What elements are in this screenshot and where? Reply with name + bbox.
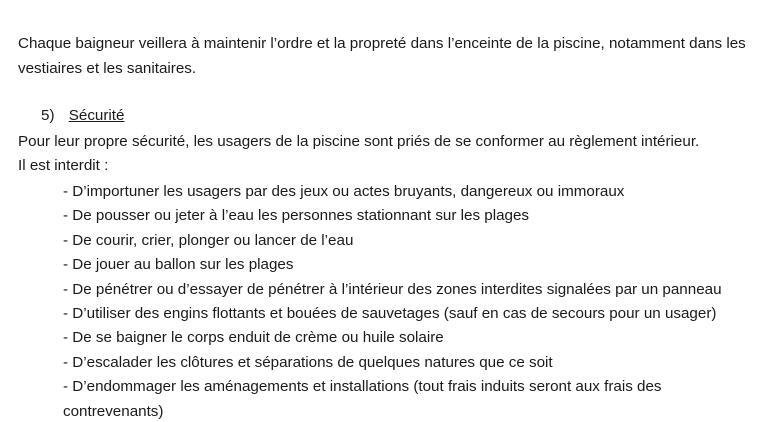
list-item: - D’endommager les aménagements et installations (tout frais induits seront aux frais des contrevenants) bbox=[63, 378, 662, 420]
list-item: - De jouer au ballon sur les plages bbox=[63, 256, 294, 274]
section-intro bbox=[18, 130, 699, 178]
list-item: - D’utiliser des engins flottants et bouées de sauvetages (sauf en cas de secours pour un usager) bbox=[63, 305, 717, 323]
list-item: - D’importuner les usagers par des jeux ou actes bruyants, dangereux ou immoraux bbox=[63, 183, 625, 200]
list-item: - De pousser ou jeter à l’eau les personnes stationnant sur les plages bbox=[63, 207, 530, 225]
cleanliness-paragraph: Chaque baigneur veillera à maintenir l’ordre et la propreté dans l’enceinte de la piscine, notamment dans les vestiaires et les sanitaires. bbox=[18, 35, 746, 77]
list-item: - De se baigner le corps enduit de crème ou huile solaire bbox=[63, 329, 444, 347]
prohibition-list bbox=[63, 180, 753, 422]
list-item: - D’escalader les clôtures et séparations de quelques natures que ce soit bbox=[63, 353, 553, 371]
prohibition-lead: Il est interdit : bbox=[18, 157, 109, 174]
section-heading bbox=[41, 106, 124, 126]
section-title: Sécurité bbox=[68, 107, 125, 124]
list-item: - De courir, crier, plonger ou lancer de l’eau bbox=[63, 231, 354, 249]
intro-sentence: Pour leur propre sécurité, les usagers de la piscine sont priés de se conformer au règlement intérieur. bbox=[18, 133, 700, 150]
section-number: 5) bbox=[41, 107, 55, 124]
list-item: - De pénétrer ou d’essayer de pénétrer à l’intérieur des zones interdites signalées par un panneau bbox=[63, 280, 722, 298]
